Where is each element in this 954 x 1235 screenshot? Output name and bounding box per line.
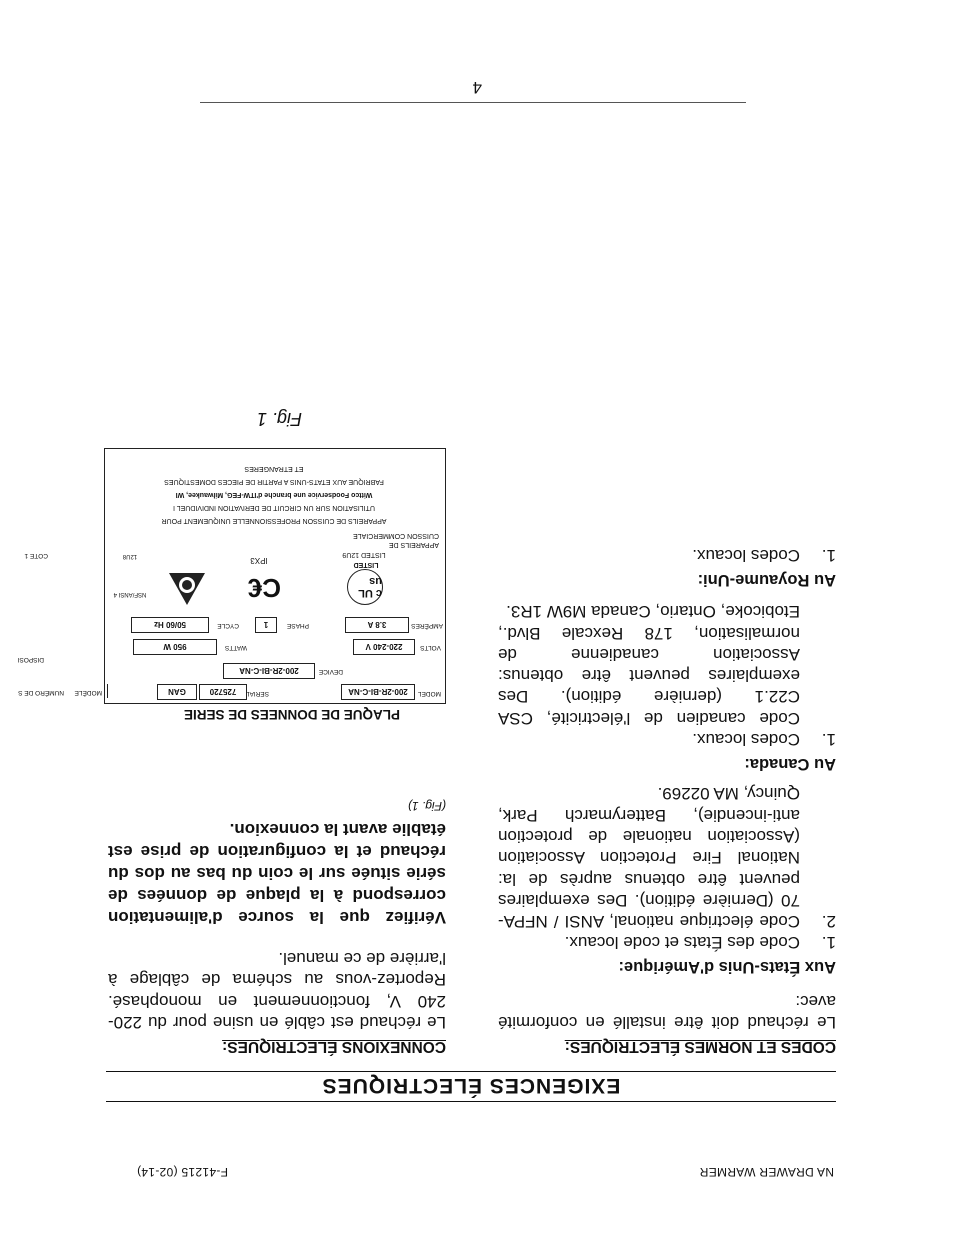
uk-list (498, 545, 836, 566)
serial-value: 725720 (199, 684, 247, 700)
canada-title: Au Canada: (744, 755, 836, 774)
listed-code: LISTED 12U9 (342, 551, 386, 558)
title-rule-top (106, 1101, 836, 1102)
phase-value: 1 (255, 617, 277, 633)
page-title: EXIGENCES ÉLECTRIQUES (321, 1074, 621, 1097)
watts-value: 950 W (133, 639, 217, 655)
connexions-section-title: CONNEXIONS ÉLECTRIQUES: (222, 1038, 446, 1055)
appareils-de-label: APPAREILS DE (388, 541, 439, 548)
nsf-label: NSF/ANSI 4 (113, 591, 147, 597)
left-column (498, 545, 836, 1055)
watts-label: WATTS (224, 644, 247, 651)
plate-line4: FABRIQUE AUX ETATS-UNIS A PARTIR DE PIECES DOMESTIQUES (164, 478, 384, 485)
nsf-code: 12U8 (122, 553, 138, 559)
ipx3-label: IPX3 (250, 556, 268, 565)
volts-value: 220-240 V (353, 639, 415, 655)
page-number: 4 (472, 78, 482, 97)
amperes-label: AMPÈRES (411, 622, 443, 629)
list-item: 1. Code des États et code locaux. (564, 933, 836, 953)
footer-rule (200, 102, 746, 103)
canada-list (498, 601, 836, 750)
ce-mark-icon: C€ (247, 573, 281, 603)
header-right: F-41215 (02-14) (136, 1165, 228, 1179)
uk-title: Au Royaume-Uni: (697, 570, 836, 589)
device-value: 200-2R-BI-C-NA (223, 663, 315, 679)
side-disposi-label: DISPOSI (17, 656, 44, 663)
list-item: 2. Code électrique national, ANSI / NFPA-70 (Dernière édition). Des exemplaires peuvent être obtenus auprès de la: National Fire Protection Association (Association nationale de protection anti-incendie), Batterymarch Park, Quincy, MA 02269. (498, 784, 836, 932)
list-item: Code canadien de l'électricité, CSA C22.1 (dernière édition). Des exemplaires peuvent être obtenus: Association canadienne de normalisation, 178 Rexcale Blvd., Etobicoke, Ontario, Canada M9W 1R3. (498, 602, 800, 728)
listed-label: LISTED (353, 561, 379, 568)
plate-line2: UTILISATION SUR UN CIRCUIT DE DERIVATION INDIVIDUEL I (173, 504, 375, 511)
list-item: 1. Codes locaux. (692, 730, 836, 750)
cuisson-label: CUISSON COMMERCIALE (353, 532, 439, 539)
usa-title: Aux États-Unis d'Amérique: (618, 958, 836, 977)
serial-data-plate (104, 448, 446, 704)
volts-label: VOLTS (420, 644, 441, 651)
plate-line1: APPAREILS DE CUISSON PROFESSIONNELLE UNIQUEMENT POUR (161, 517, 387, 524)
cycle-value: 50/60 Hz (131, 617, 209, 633)
device-label: DEVICE (318, 668, 343, 675)
side-cote-label: COTE 1 (24, 552, 48, 559)
side-modele-label: MODÈLE (74, 689, 102, 696)
cycle-label: CYCLE (217, 622, 239, 629)
header-left: NA DRAWER WARMER (699, 1165, 834, 1179)
title-rule-bottom (106, 1071, 836, 1072)
amperes-value: 3.8 A (345, 617, 409, 633)
model-label: MODEL (417, 690, 441, 697)
plate-title: PLAQUE DE DONNEES DE SERIE (183, 707, 400, 722)
plate-line3: Wittco Foodservice une branche d'ITW-FEG, Milwaukee, WI (175, 491, 373, 498)
phase-label: PHASE (286, 622, 309, 629)
fig-reference: (Fig. 1) (407, 798, 446, 813)
gan-value: GAN (157, 684, 197, 700)
connexions-para2: Vérifiez que la source d'alimentation correspond à la plaque de données de série située sur le coin du bas au dos du réchaud et la configuration de prise est établie avant la connexion. (Fig. 1) (108, 798, 446, 927)
plate-side-tick (105, 684, 108, 698)
list-item: 1. Codes locaux. (692, 545, 836, 565)
connexions-para1: Le réchaud est câblé en usine pour du 220-240 V, fonctionnement en monophasé. Reportez-vous au schéma de câblage à l'arrière de ce manuel. (108, 949, 446, 1032)
codes-intro: Le réchaud doit être installé en conformité avec: (498, 991, 836, 1032)
side-numero-label: NUMÉRO DE S (18, 689, 64, 696)
ul-listed-icon: c UL us (347, 569, 383, 605)
right-column (108, 795, 446, 1055)
serial-label: SERIAL (245, 690, 269, 697)
codes-section-title: CODES ET NORMES ÉLECTRIQUES: (564, 1038, 836, 1055)
figure-caption: Fig. 1 (256, 409, 302, 429)
plate-line5: ET ETRANGERES (244, 465, 304, 472)
csa-triangle-icon (167, 571, 207, 607)
model-value: 200-2R-BI-C-NA (341, 684, 415, 700)
usa-list (498, 783, 836, 953)
